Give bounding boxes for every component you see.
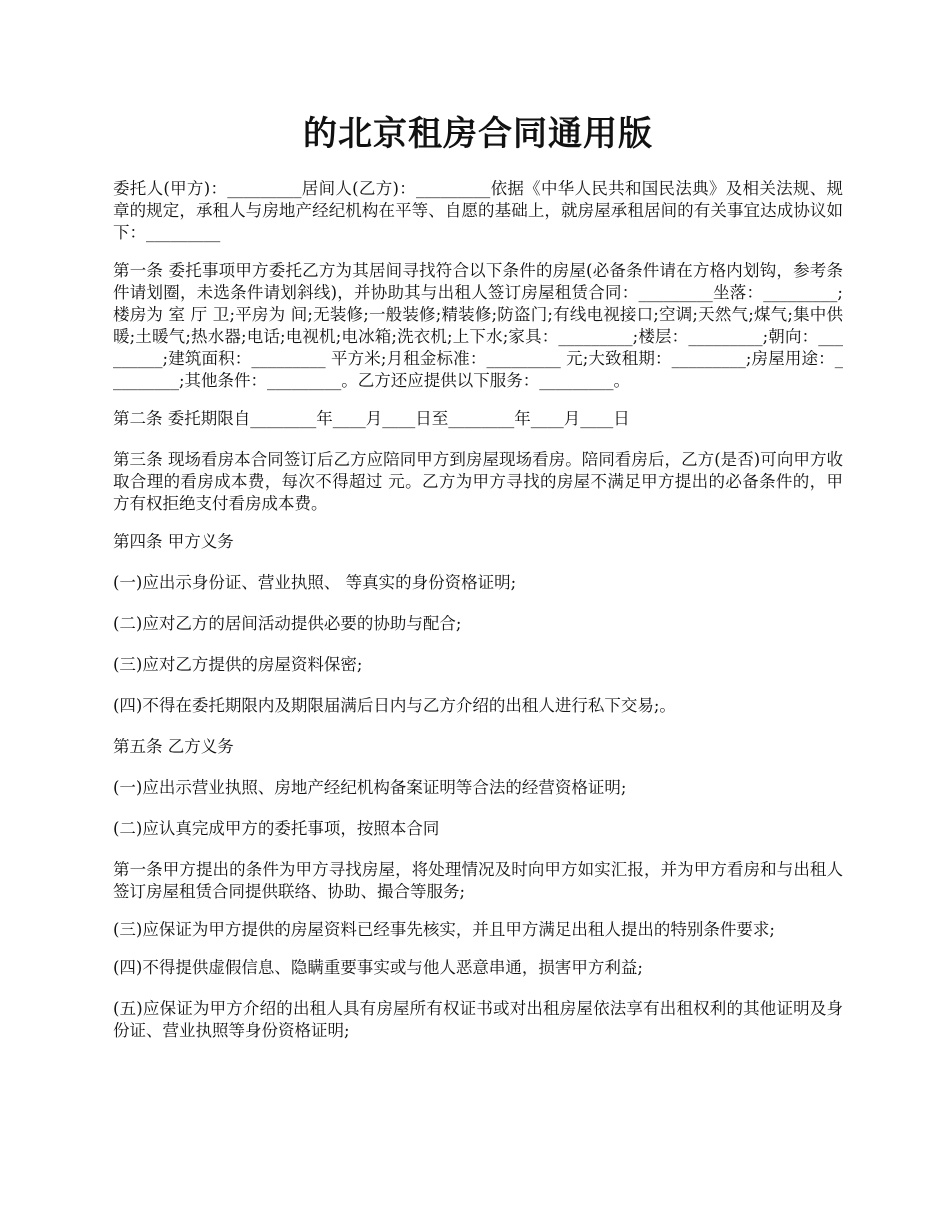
paragraph-article-4-item-2: (二)应对乙方的居间活动提供必要的协助与配合; — [113, 614, 462, 633]
paragraph-article-5-item-1: (一)应出示营业执照、房地产经纪机构备案证明等合法的经营资格证明; — [113, 778, 627, 797]
paragraph-article-5-item-2: (二)应认真完成甲方的委托事项，按照本合同 — [113, 819, 440, 838]
paragraph-article-2: 第二条 委托期限自________年____月____日至________年____月____日 — [113, 409, 630, 428]
document-title: 的北京租房合同通用版 — [303, 114, 653, 154]
paragraph-article-3: 第三条 现场看房本合同签订后乙方应陪同甲方到房屋现场看房。陪同看房后，乙方(是否)可向甲方收取合理的看房成本费，每次不得超过 元。乙方为甲方寻找的房屋不满足甲方提出的必备条件的，甲方有权拒绝支付看房成本费。 — [113, 450, 843, 513]
paragraph-article-1: 第一条 委托事项甲方委托乙方为其居间寻找符合以下条件的房屋(必备条件请在方格内划钩，参考条件请划圈，未选条件请划斜线)，并协助其与出租人签订房屋租赁合同：_________坐落：_________;楼房为 室 厅 卫;平房为 间;无装修;一般装修;精装修;防盗门;有线电视接口;空调;天然气;煤气;集中供暖;土暖气;热水器;电话;电视机;电冰箱;洗衣机;上下水;家具：_________;楼层：_________;朝向：_________;建筑面积：_________ 平方米;月租金标准：_________ 元;大致租期：_________;房屋用途：_________;其他条件：_________。乙方还应提供以下服务：_________。 — [113, 261, 843, 390]
paragraph-article-4-item-4: (四)不得在委托期限内及期限届满后日内与乙方介绍的出租人进行私下交易;。 — [113, 696, 676, 715]
paragraph-preamble: 委托人(甲方)：_________居间人(乙方)：_________依据《中华人民共和国民法典》及相关法规、规章的规定，承租人与房地产经纪机构在平等、自愿的基础上，就房屋承租居间的有关事宜达成协议如下：_________ — [113, 179, 843, 242]
paragraph-article-5-item-5: (五)应保证为甲方介绍的出租人具有房屋所有权证书或对出租房屋依法享有出租权利的其他证明及身份证、营业执照等身份资格证明; — [113, 999, 843, 1040]
paragraph-article-5-item-4: (四)不得提供虚假信息、隐瞒重要事实或与他人恶意串通，损害甲方利益; — [113, 958, 643, 977]
paragraph-article-5-item-3: (三)应保证为甲方提供的房屋资料已经事先核实，并且甲方满足出租人提出的特别条件要求; — [113, 920, 775, 939]
paragraph-article-4-item-3: (三)应对乙方提供的房屋资料保密; — [113, 655, 363, 674]
paragraph-article-5-heading: 第五条 乙方义务 — [113, 737, 234, 756]
paragraph-article-4-item-1: (一)应出示身份证、营业执照、 等真实的身份资格证明; — [113, 573, 517, 592]
paragraph-article-5-item-2-cont: 第一条甲方提出的条件为甲方寻找房屋，将处理情况及时向甲方如实汇报，并为甲方看房和与出租人签订房屋租赁合同提供联络、协助、撮合等服务; — [113, 860, 843, 901]
paragraph-article-4-heading: 第四条 甲方义务 — [113, 532, 234, 551]
document-page — [113, 108, 843, 1058]
